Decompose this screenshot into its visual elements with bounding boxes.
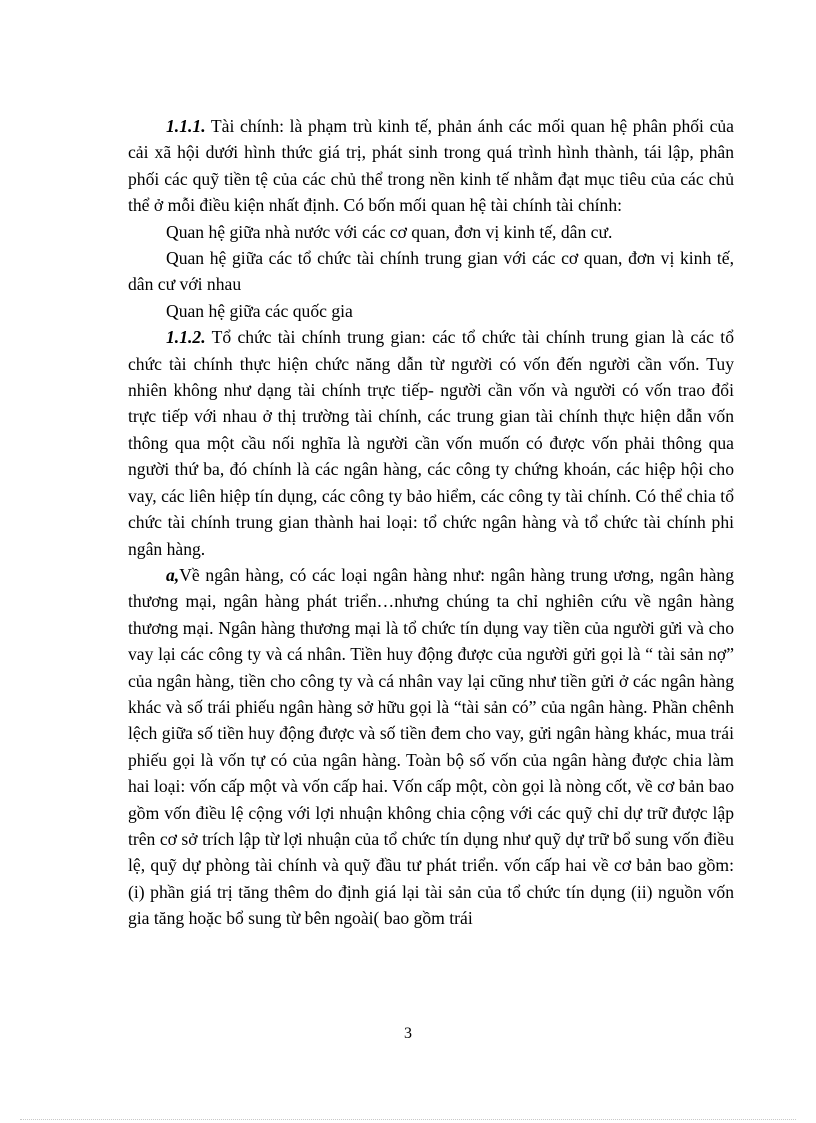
paragraph-a-banking [128, 562, 734, 932]
section-number: 1.1.1. [166, 116, 206, 136]
paragraph-text: Quan hệ giữa các quốc gia [166, 300, 353, 321]
document-body [128, 113, 734, 932]
paragraph-text: Quan hệ giữa nhà nước với các cơ quan, đơn vị kinh tế, dân cư. [166, 221, 613, 242]
paragraph-1-1-1 [128, 113, 734, 219]
relation-item [128, 298, 734, 324]
paragraph-text: Tài chính: là phạm trù kinh tế, phản ánh các mối quan hệ phân phối của cải xã hội dưới hình thức giá trị, phát sinh trong quá trình hình thành, tái lập, phân phối các quỹ tiền tệ của các chủ thể trong nền kinh tế nhằm đạt mục tiêu của các chủ thể ở mỗi điều kiện nhất định. Có bốn mối quan hệ tài chính tài chính: [128, 116, 734, 216]
relation-item [128, 219, 734, 245]
page-bottom-divider [20, 1119, 796, 1120]
paragraph-1-1-2 [128, 324, 734, 562]
page-number: 3 [404, 1025, 412, 1042]
section-number: 1.1.2. [166, 327, 206, 348]
paragraph-text: Quan hệ giữa các tổ chức tài chính trung gian với các cơ quan, đơn vị kinh tế, dân cư với nhau [128, 248, 734, 295]
paragraph-text: Về ngân hàng, có các loại ngân hàng như: ngân hàng trung ương, ngân hàng thương mại, ngân hàng phát triển…nhưng chúng ta chỉ nghiên cứu về ngân hàng thương mại. Ngân hàng thương mại là tổ chức tín dụng vay tiền của người gửi và cho vay lại các công ty và cá nhân. Tiền huy động được của người gửi gọi là “ tài sản nợ” của ngân hàng, tiền cho công ty và cá nhân vay lại cũng như tiền gửi ở các ngân hàng khác và số trái phiếu ngân hàng sở hữu gọi là “tài sản có” của ngân hàng. Phần chênh lệch giữa số tiền huy động được và số tiền đem cho vay, gửi ngân hàng khác, mua trái phiếu gọi là vốn tự có của ngân hàng. Toàn bộ số vốn của ngân hàng được chia làm hai loại: vốn cấp một và vốn cấp hai. Vốn cấp một, còn gọi là nòng cốt, về cơ bản bao gồm vốn điều lệ cộng với lợi nhuận không chia cộng với các quỹ chỉ dự trữ được lập trên cơ sở trích lập từ lợi nhuận của tổ chức tín dụng như quỹ dự trữ bổ sung vốn điều lệ, quỹ dự phòng tài chính và quỹ đầu tư phát triển. vốn cấp hai về cơ bản bao gồm: (i) phần giá trị tăng thêm do định giá lại tài sản của tổ chức tín dụng (ii) nguồn vốn gia tăng hoặc bổ sung từ bên ngoài( bao gồm trái [128, 564, 734, 929]
paragraph-text: Tổ chức tài chính trung gian: các tổ chức tài chính trung gian là các tổ chức tài chính thực hiện chức năng dẫn từ người có vốn đến người cần vốn. Tuy nhiên không như dạng tài chính trực tiếp- người cần vốn và người có vốn trao đổi trực tiếp với nhau ở thị trường tài chính, các trung gian tài chính thực hiện dẫn vốn thông qua một cầu nối nghĩa là người cần vốn muốn có được vốn phải thông qua người thứ ba, đó chính là các ngân hàng, các công ty chứng khoán, các hiệp hội cho vay, các liên hiệp tín dụng, các công ty bảo hiểm, các công ty tài chính. Có thể chia tổ chức tài chính trung gian thành hai loại: tổ chức ngân hàng và tổ chức tài chính phi ngân hàng. [128, 327, 734, 559]
relation-item [128, 245, 734, 298]
item-marker: a, [166, 564, 180, 585]
